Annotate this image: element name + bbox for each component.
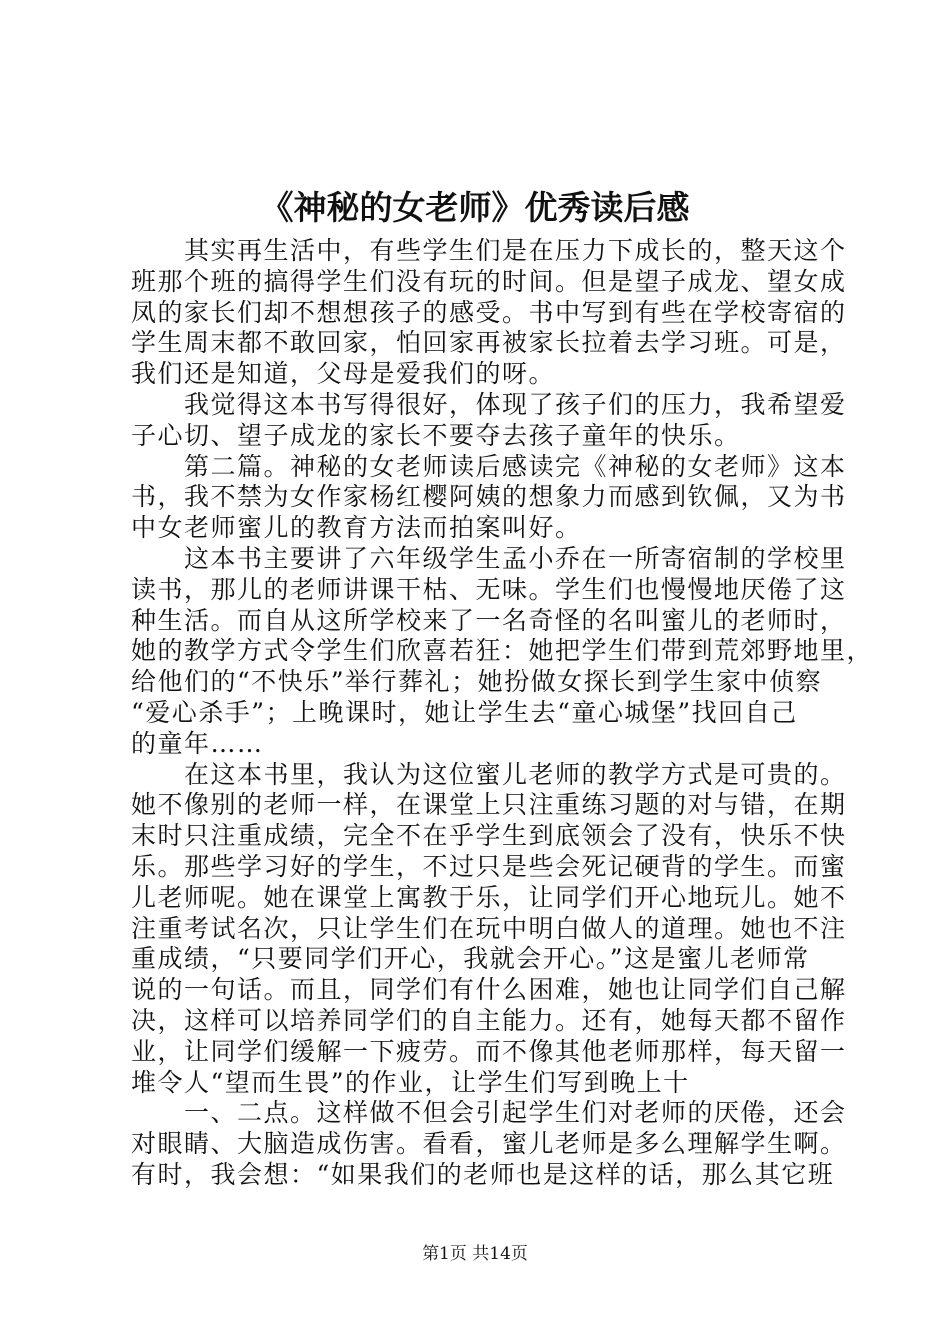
text-line: 学生周末都不敢回家，怕回家再被家长拉着去学习班。可是，: [131, 328, 847, 358]
text-line: 凤的家长们却不想想孩子的感受。书中写到有些在学校寄宿的: [131, 297, 847, 327]
text-line: 堆令人“望而生畏”的作业，让学生们写到晚上十: [131, 1067, 690, 1097]
text-line: 种生活。而自从这所学校来了一名奇怪的名叫蜜儿的老师时，: [131, 605, 847, 635]
text-line: 业，让同学们缓解一下疲劳。而不像其他老师那样，每天留一: [131, 1036, 847, 1066]
text-line: 末时只注重成绩，完全不在乎学生到底领会了没有，快乐不快: [131, 821, 847, 851]
text-line: 的童年……: [131, 728, 264, 758]
text-line: 读书，那儿的老师讲课干枯、无味。学生们也慢慢地厌倦了这: [131, 574, 847, 604]
text-line: 决，这样可以培养同学们的自主能力。还有，她每天都不留作: [131, 1005, 847, 1035]
text-line: 她不像别的老师一样，在课堂上只注重练习题的对与错，在期: [131, 790, 847, 820]
text-line: 我们还是知道，父母是爱我们的呀。: [131, 359, 556, 389]
text-line: 书，我不禁为女作家杨红樱阿姨的想象力而感到钦佩，又为书: [131, 482, 847, 512]
text-line: 说的一句话。而且，同学们有什么困难，她也让同学们自己解: [131, 975, 847, 1005]
text-line: 给他们的“不快乐”举行葬礼；她扮做女探长到学生家中侦察: [131, 667, 823, 697]
document-title: 《神秘的女老师》优秀读后感: [260, 188, 690, 227]
text-line: 重成绩，“只要同学们开心，我就会开心。”这是蜜儿老师常: [131, 944, 810, 974]
text-line: 对眼睛、大脑造成伤害。看看，蜜儿老师是多么理解学生啊。: [131, 1129, 847, 1159]
text-line: 注重考试名次，只让学生们在玩中明白做人的道理。她也不注: [131, 913, 847, 943]
text-line: 子心切、望子成龙的家长不要夺去孩子童年的快乐。: [131, 420, 741, 450]
text-line: 班那个班的搞得学生们没有玩的时间。但是望子成龙、望女成: [131, 266, 847, 296]
text-line: 儿老师呢。她在课堂上寓教于乐，让同学们开心地玩儿。她不: [131, 882, 847, 912]
text-line: 我觉得这本书写得很好，体现了孩子们的压力，我希望爱: [131, 389, 847, 419]
text-line: 她的教学方式令学生们欣喜若狂：她把学生们带到荒郊野地里，: [131, 636, 874, 666]
text-line: 一、二点。这样做不但会引起学生们对老师的厌倦，还会: [131, 1098, 847, 1128]
text-line: 其实再生活中，有些学生们是在压力下成长的，整天这个: [131, 236, 847, 265]
text-line: 乐。那些学习好的学生，不过只是些会死记硬背的学生。而蜜: [131, 851, 847, 881]
text-line: 第二篇。神秘的女老师读后感读完《神秘的女老师》这本: [131, 451, 847, 481]
text-line: 有时，我会想：“如果我们的老师也是这样的话，那么其它班: [131, 1159, 835, 1189]
page-number: 第1页 共14页: [422, 1244, 528, 1264]
text-line: 中女老师蜜儿的教育方法而拍案叫好。: [131, 513, 582, 543]
document-body: [131, 236, 874, 1191]
text-line: 在这本书里，我认为这位蜜儿老师的教学方式是可贵的。: [131, 759, 847, 789]
text-line: 这本书主要讲了六年级学生孟小乔在一所寄宿制的学校里: [131, 543, 847, 573]
text-line: “爱心杀手”；上晚课时，她让学生去“童心城堡”找回自己: [131, 697, 798, 727]
